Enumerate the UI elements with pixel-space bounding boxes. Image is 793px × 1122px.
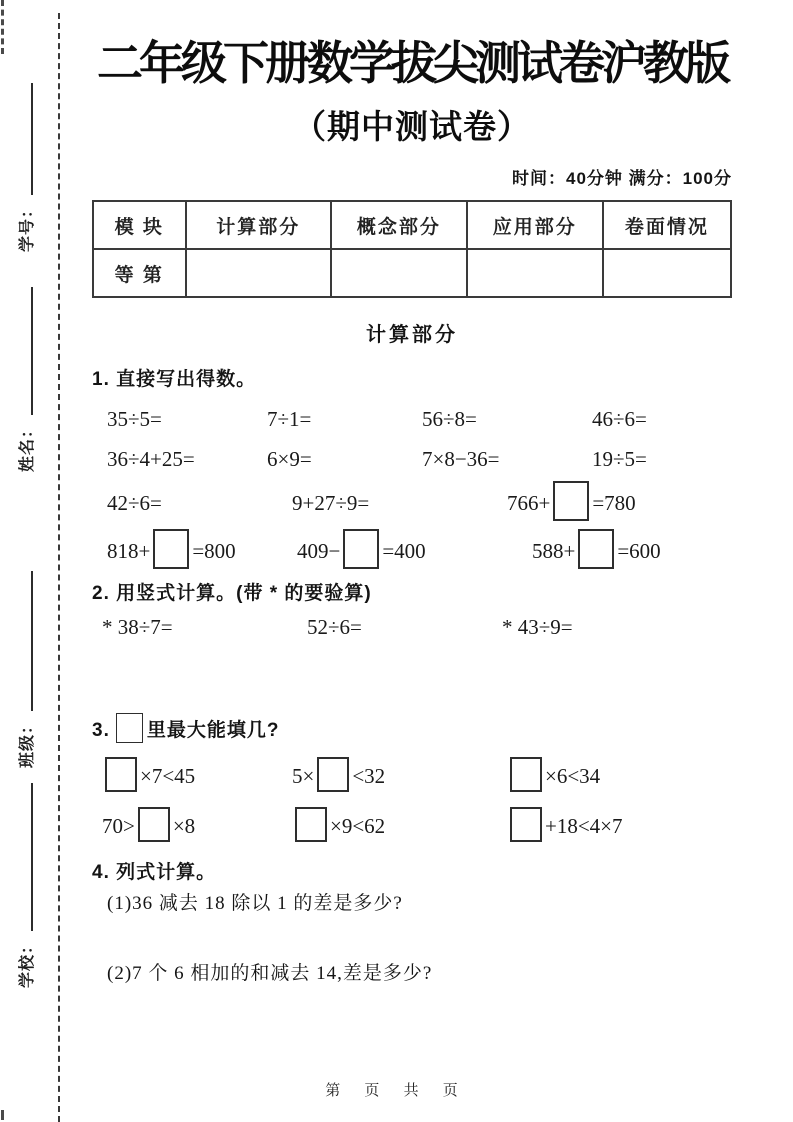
expression-suffix: =780 <box>592 491 636 515</box>
expression-with-box <box>507 481 732 525</box>
expression-with-box <box>102 756 292 796</box>
expression: 56÷8= <box>422 407 477 431</box>
expression-prefix: 409− <box>297 539 341 563</box>
expression-suffix: ×7<45 <box>140 764 196 788</box>
expression-with-box <box>107 529 297 573</box>
q4-heading: 4. 列式计算。 <box>92 862 217 883</box>
score-header-concept: 概念部分 <box>331 201 467 249</box>
q1-row2 <box>92 445 732 473</box>
q2-heading: 2. 用竖式计算。(带 * 的要验算) <box>92 583 372 604</box>
expression-suffix: =600 <box>617 539 661 563</box>
score-header-neatness: 卷面情况 <box>603 201 731 249</box>
name-label: 姓名： <box>19 420 36 472</box>
answer-box <box>317 757 349 792</box>
q2-items-row <box>92 613 732 641</box>
answer-box <box>510 757 542 792</box>
sidebar-field-name <box>14 287 37 472</box>
expression-with-box <box>102 806 292 846</box>
sidebar-field-school <box>14 783 37 988</box>
paper-title: 二年级下册数学拔尖测试卷沪教版 <box>97 37 727 89</box>
answer-box <box>153 529 189 569</box>
expression-with-box <box>507 756 732 796</box>
school-label: 学校： <box>19 936 36 988</box>
expression-suffix: ×8 <box>172 814 196 838</box>
expression-with-box <box>507 806 732 846</box>
score-row-label: 等 第 <box>93 249 186 297</box>
expression-prefix: 766+ <box>507 491 551 515</box>
page-footer: 第 页 共 页 <box>325 1082 468 1099</box>
expression: * 38÷7= <box>102 615 173 639</box>
expression-with-box <box>292 806 507 846</box>
expression-suffix: +18<4×7 <box>545 814 623 838</box>
expression-suffix: =800 <box>192 539 236 563</box>
expression: 36÷4+25= <box>107 447 195 471</box>
expression: * 43÷9= <box>502 615 573 639</box>
q4-part2: (2)7 个 6 相加的和减去 14,差是多少? <box>107 963 433 984</box>
class-blank-line <box>28 571 33 711</box>
sidebar-field-class <box>14 571 37 768</box>
student-id-label: 学号： <box>19 200 36 252</box>
expression: 52÷6= <box>307 615 362 639</box>
q2-work-space <box>92 641 732 713</box>
q1-row1 <box>92 405 732 433</box>
expression-with-box <box>292 756 507 796</box>
expression-suffix: =400 <box>382 539 426 563</box>
expression-prefix: 818+ <box>107 539 151 563</box>
expression: 19÷5= <box>592 447 647 471</box>
expression-suffix: ×9<62 <box>330 814 386 838</box>
school-blank-line <box>28 783 33 931</box>
exam-info: 时间：40分钟 满分：100分 <box>512 169 732 188</box>
q1-row4 <box>92 529 732 573</box>
score-header-module: 模 块 <box>93 201 186 249</box>
cut-line <box>58 13 60 1122</box>
answer-box <box>116 713 143 743</box>
score-header-application: 应用部分 <box>467 201 603 249</box>
paper-subtitle: （期中测试卷） <box>293 108 531 145</box>
score-cell-empty <box>467 249 603 297</box>
name-blank-line <box>28 287 33 415</box>
class-label: 班级： <box>19 716 36 768</box>
q3-heading-text: 里最大能填几? <box>146 720 280 741</box>
expression-prefix: 70> <box>102 814 135 838</box>
q3-row2 <box>92 806 732 846</box>
q1-row3 <box>92 481 732 525</box>
answer-box <box>105 757 137 792</box>
score-header-calculation: 计算部分 <box>186 201 331 249</box>
score-cell-empty <box>186 249 331 297</box>
page-edge-dash-bottom <box>1 1110 4 1120</box>
score-table-header-row <box>93 201 731 249</box>
section-title-calculation: 计算部分 <box>366 324 458 346</box>
expression-with-box <box>532 529 732 573</box>
student-id-blank-line <box>28 83 33 195</box>
expression-with-box <box>297 529 532 573</box>
q3-heading <box>92 713 732 744</box>
q3-row1 <box>92 756 732 796</box>
q1-heading: 1. 直接写出得数。 <box>92 369 257 390</box>
expression: 46÷6= <box>592 407 647 431</box>
expression-suffix: <32 <box>352 764 386 788</box>
score-table <box>92 200 732 298</box>
expression-prefix: 588+ <box>532 539 576 563</box>
expression: 35÷5= <box>107 407 162 431</box>
q3-number: 3. <box>92 720 110 741</box>
answer-box <box>295 807 327 842</box>
paper-main-content <box>92 0 732 986</box>
q4-part1: (1)36 减去 18 除以 1 的差是多少? <box>107 893 403 914</box>
expression-suffix: ×6<34 <box>545 764 601 788</box>
answer-box <box>510 807 542 842</box>
page-edge-dash-top <box>1 0 4 54</box>
score-cell-empty <box>603 249 731 297</box>
expression: 6×9= <box>267 447 312 471</box>
expression: 42÷6= <box>107 491 162 515</box>
answer-box <box>138 807 170 842</box>
score-cell-empty <box>331 249 467 297</box>
sidebar-field-student-id <box>14 83 37 252</box>
expression: 9+27÷9= <box>292 491 370 515</box>
answer-box <box>553 481 589 521</box>
expression: 7÷1= <box>267 407 312 431</box>
expression-prefix: 5× <box>292 764 315 788</box>
answer-box <box>343 529 379 569</box>
answer-box <box>578 529 614 569</box>
expression: 7×8−36= <box>422 447 500 471</box>
score-table-grade-row <box>93 249 731 297</box>
